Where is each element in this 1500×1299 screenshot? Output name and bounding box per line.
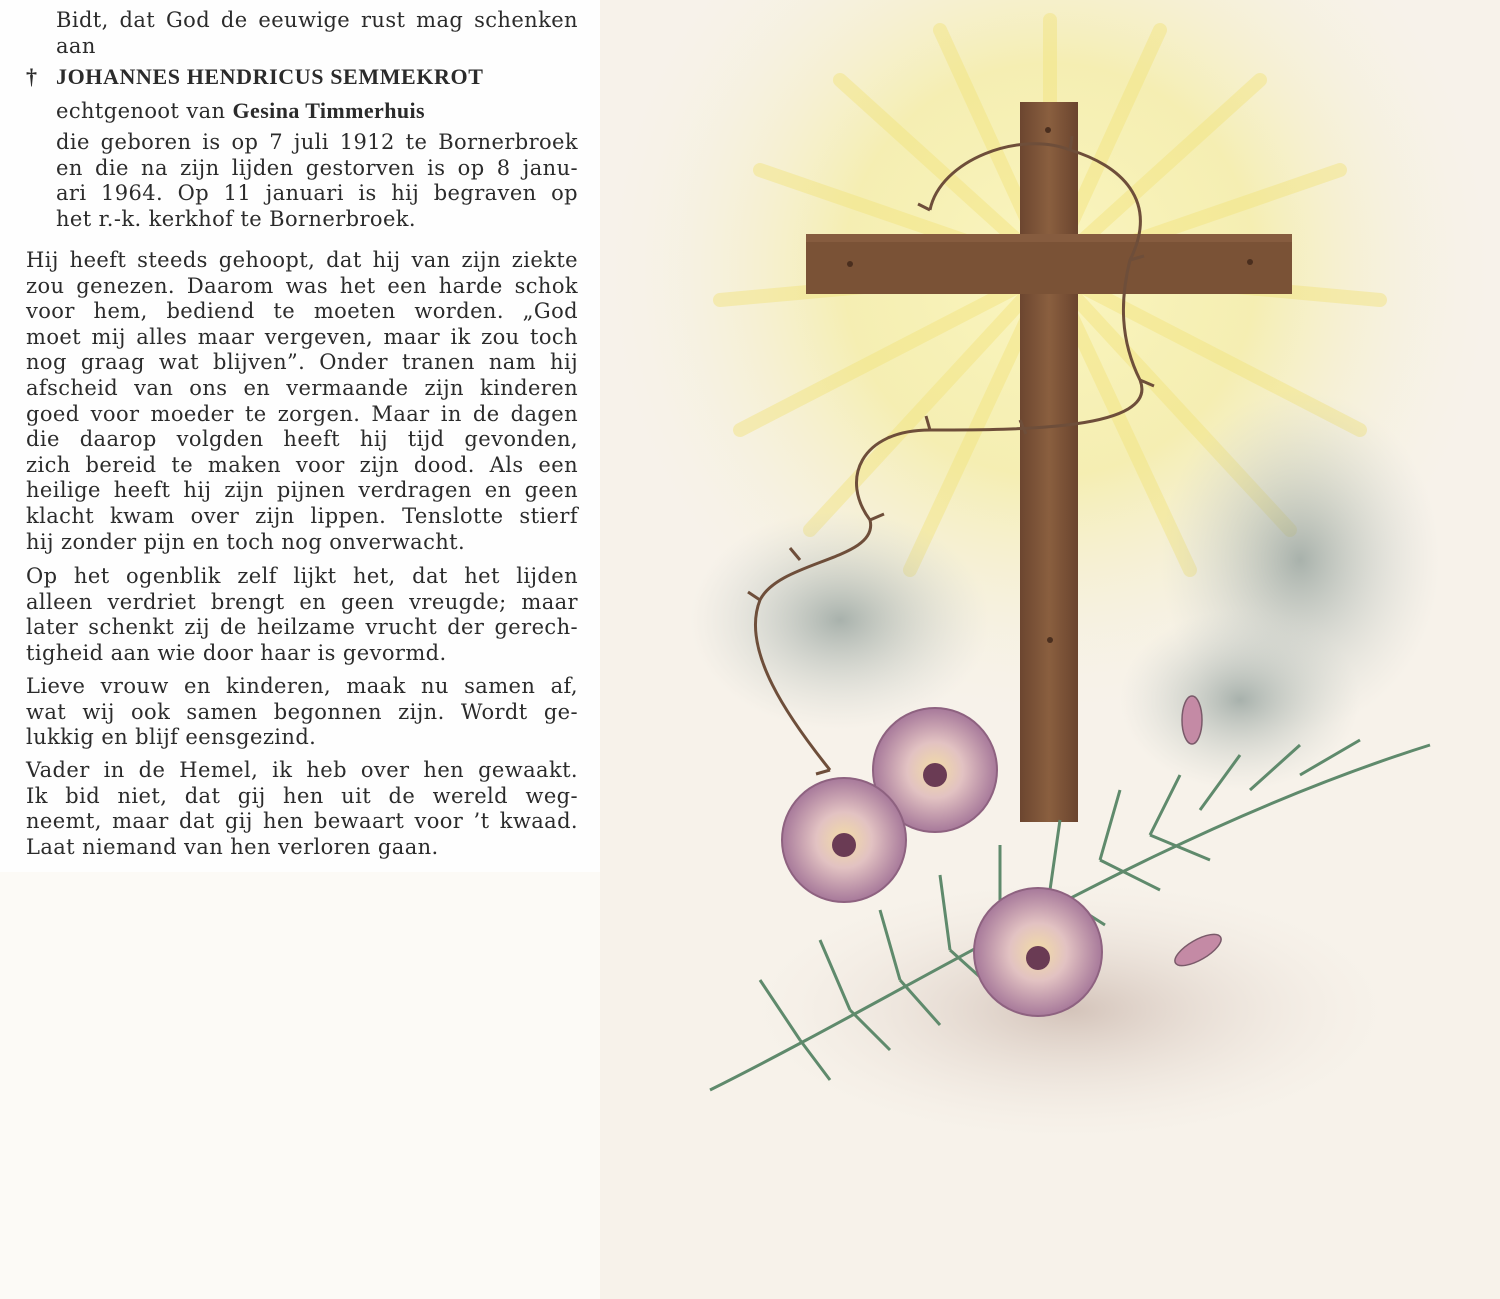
paragraph-line: goed voor moeder te zorgen. Maar in de dagen xyxy=(26,401,578,426)
paragraph-family xyxy=(26,674,578,751)
paragraph-suffering xyxy=(26,564,578,666)
paragraph-line: Ik bid niet, dat gij hen uit de wereld weg- xyxy=(26,783,578,808)
paragraph-line: later schenkt zij de heilzame vrucht der gerech- xyxy=(26,615,578,640)
paragraph-illness xyxy=(26,248,578,555)
spouse-line xyxy=(56,98,578,124)
paragraph-line: Vader in de Hemel, ik heb over hen gewaakt. xyxy=(26,758,578,782)
paragraph-line: afscheid van ons en vermaande zijn kinderen xyxy=(26,375,578,400)
cloud-left xyxy=(690,510,990,730)
spouse-name: Gesina Timmerhuis xyxy=(232,98,425,123)
paragraph-line: klacht kwam over zijn lippen. Tenslotte stierf xyxy=(26,503,578,528)
spouse-prefix: echtgenoot van xyxy=(56,99,226,123)
life-dates-line: ari 1964. Op 11 januari is hij begraven op xyxy=(56,181,578,206)
prayer-line: Bidt, dat God de eeuwige rust mag schenken xyxy=(56,8,578,32)
paragraph-line: zou genezen. Daarom was het een harde schok xyxy=(26,273,578,298)
prayer-block xyxy=(56,8,578,59)
paragraph-line: Hij heeft steeds gehoopt, dat hij van zijn ziekte xyxy=(26,248,578,272)
memorial-card-illustration xyxy=(600,0,1500,1299)
paragraph-line: hij zonder pijn en toch nog onverwacht. xyxy=(26,529,466,554)
paragraph-line: die daarop volgden heeft hij tijd gevonden, xyxy=(26,427,578,452)
paragraph-line: moet mij alles maar vergeven, maar ik zou toch xyxy=(26,324,578,349)
blank-paper-area xyxy=(0,872,600,1299)
life-dates-line: die geboren is op 7 juli 1912 te Bornerbroek xyxy=(56,130,578,154)
paragraph-line: tigheid aan wie door haar is gevormd. xyxy=(26,640,447,665)
memorial-text-panel xyxy=(0,0,600,872)
paragraph-line: Lieve vrouw en kinderen, maak nu samen af, xyxy=(26,674,578,698)
paragraph-line: Op het ogenblik zelf lijkt het, dat het lijden xyxy=(26,564,578,588)
cross-illustration xyxy=(600,0,1500,1299)
paragraph-line: heilige heeft hij zijn pijnen verdragen en geen xyxy=(26,478,578,503)
paragraph-line: neemt, maar dat gij hen bewaart voor ’t kwaad. xyxy=(26,809,578,834)
paragraph-line: nog graag wat blijven”. Onder tranen nam hij xyxy=(26,350,578,375)
paragraph-line: zich bereid te maken voor zijn dood. Als een xyxy=(26,452,578,477)
paragraph-line: lukkig en blijf eensgezind. xyxy=(26,725,317,750)
deceased-name-text: JOHANNES HENDRICUS SEMMEKROT xyxy=(56,64,484,89)
life-dates-block xyxy=(56,130,578,232)
paragraph-line: wat wij ook samen begonnen zijn. Wordt ge- xyxy=(26,699,578,724)
dagger-icon: † xyxy=(26,64,38,89)
life-dates-line: en die na zijn lijden gestorven is op 8 janu- xyxy=(56,155,578,180)
life-dates-line: het r.-k. kerkhof te Bornerbroek. xyxy=(56,206,416,231)
deceased-name xyxy=(26,64,586,90)
paragraph-line: voor hem, bediend te moeten worden. „God xyxy=(26,299,578,324)
paragraph-line: alleen verdriet brengt en geen vreugde; maar xyxy=(26,589,578,614)
paragraph-line: Laat niemand van hen verloren gaan. xyxy=(26,834,439,859)
paragraph-prayer xyxy=(26,758,578,860)
prayer-line: aan xyxy=(56,33,96,58)
